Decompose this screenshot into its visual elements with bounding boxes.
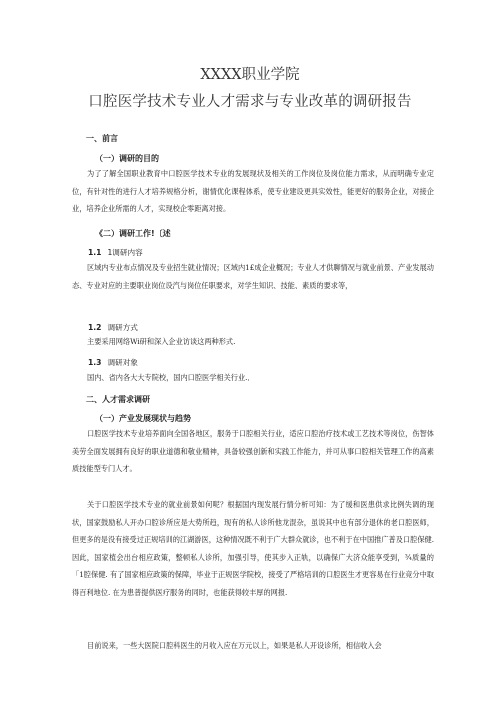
report-title: 口腔医学技术专业人才需求与专业改革的调研报告 bbox=[88, 94, 412, 110]
subsection-label: 调研方式 bbox=[107, 323, 138, 332]
section-1-1-heading: （一）调研的目的 bbox=[95, 154, 159, 163]
section-2-heading: 二、人才需求调研 bbox=[86, 395, 150, 404]
subsection-1-3-heading bbox=[88, 357, 138, 368]
school-name: XXXX职业学院 bbox=[200, 67, 300, 83]
section-1-2-heading: 《二）调研工作!〔述 bbox=[95, 229, 171, 238]
section-1-heading: 一、前言 bbox=[86, 134, 118, 143]
subsection-1-2-paragraph: 主要采用网络Wi研和深入企业访谈这两种形式. bbox=[87, 337, 236, 346]
subsection-label: 1调研内容 bbox=[107, 248, 143, 257]
subsection-label: 调研对象 bbox=[107, 358, 138, 367]
subsection-1-1-heading bbox=[88, 247, 143, 258]
subsection-1-2-heading bbox=[88, 322, 138, 333]
subsection-number: 1.3 bbox=[88, 358, 102, 367]
subsection-number: 1.1 bbox=[88, 248, 102, 257]
section-1-1-paragraph: 为了了解全国职业教育中口腔医学技术专业的发展现状及相关的工作岗位及岗位能力需求，从而明确专业定位，有针对性的进行人才培养规格分析，谢情优化课程体系，使专业建设更具实效性，能更好的服务企业，对接企业，培养企业所需的人才，实现校企零距离对接。 bbox=[72, 169, 434, 213]
section-2-1-paragraph-1: 口腔医学技术专业培养面向全国各地区，服务于口腔相关行业，适应口腔治疗技术或工艺技术等岗位，伤智体美劳全面发展拥有良好的职业道德和敬业精神，具备较强创新和实践工作能力，并可从事口腔相关管理工作的高素质技能型专门人才。 bbox=[72, 429, 434, 473]
subsection-number: 1.2 bbox=[88, 323, 102, 332]
section-2-1-heading: （一）产业发展现状与趋势 bbox=[95, 414, 191, 423]
section-2-1-paragraph-3: 目前说来，一些大医院口腔科医生的月收入应在万元以上，如果是私人开设诊所，相信收入会 bbox=[87, 641, 382, 650]
section-2-1-paragraph-2: 关于口腔医学技术专业的就业前景如何呢？根据国内现发展行情分析可知：为了缓和医患供求比例失调的现状，国家鼓励私人开办口腔诊所应是大势所趋，现有的私人诊所他龙混杂，虽说其中也有部分退休的老口腔医师，但更多的是没有接受过正规培训的江湖游医，这种情况既不利于广大群众就诊，也不利于在中国推广普及口腔保健. 因此，国家植会出台相应政策，整顿私人诊所，加强引导，使其步入正轨，以确保广大济众能享受到，¾质量的「1腔保健. 有了国家相应政策的保障，毕业于正规医学院校，接受了严格培训的口腔医生才更容易在行业竞分中取得百利地位. 在为患普提供医疗服务的同时，也能获得较丰厚的网报. bbox=[72, 500, 434, 597]
subsection-1-3-paragraph: 国内、省内各大大专院校，国内口腔医学相关行业.． bbox=[87, 373, 255, 382]
subsection-1-1-paragraph: 区域内专业布点情况及专业招生就业情况；区域内1£成企业概况；专业人才供聊情况与就业前景、产业发展动态、专业对应的主要职业岗位设汽与岗位任职要求，对学生知识、技能、素质的要求等， bbox=[72, 263, 434, 290]
